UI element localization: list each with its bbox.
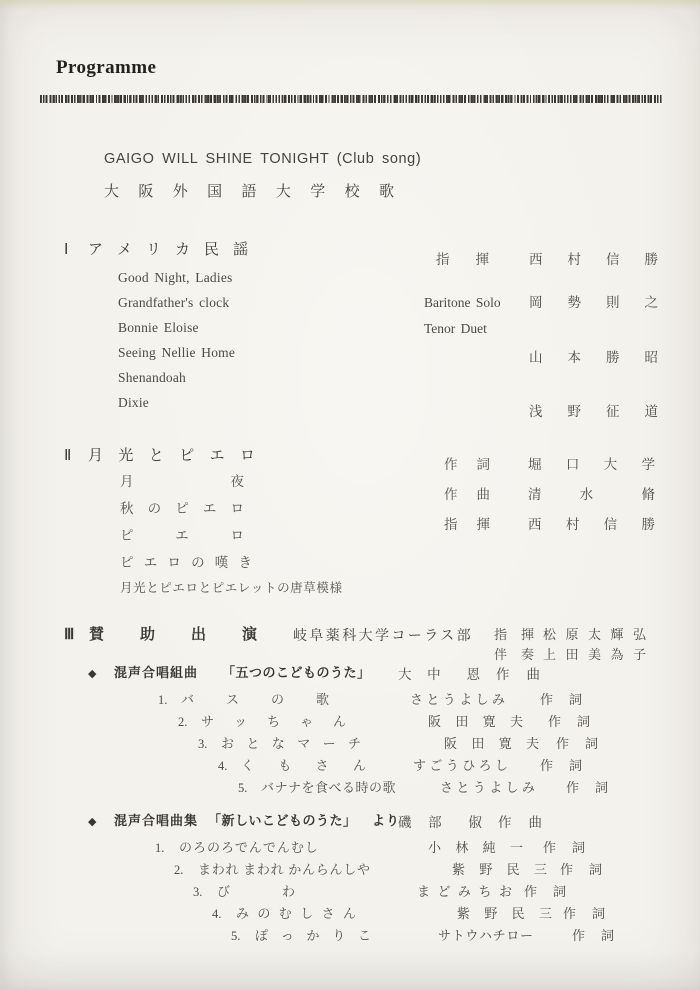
lyricist-name: 阪 田 寛 夫: [444, 736, 539, 751]
lyricist-name: さとうよしみ: [410, 692, 505, 707]
song-title: く も さ ん: [241, 758, 366, 773]
song-number: 5.: [238, 781, 248, 795]
song-title: ピ エ ロ: [120, 528, 244, 543]
baritone-solo-label: Baritone Solo: [424, 295, 501, 310]
song-title: び わ: [217, 884, 295, 899]
composer-role: 作 曲: [444, 487, 490, 502]
lyricist-credit: 作 詞: [543, 840, 585, 855]
lyricist-name: まどみちお: [417, 884, 512, 899]
lyricist-credit: 作 詞: [560, 862, 602, 877]
lyricist-credit: 作 詞: [572, 928, 614, 943]
section1-conductor-role: 指 揮: [436, 252, 489, 267]
tenor-duet-name-1: 山 本 勝 昭: [529, 349, 658, 365]
song-title: のろのろでんでんむし: [179, 840, 319, 855]
song-title: Seeing Nellie Home: [118, 345, 236, 360]
section2-title: 月 光 と ピ エ ロ: [88, 448, 255, 464]
school-song-line: 大 阪 外 国 語 大 学 校 歌: [104, 184, 394, 200]
lyricist-name: さとうよしみ: [440, 780, 535, 795]
lyricist-credit: 作 詞: [566, 780, 608, 795]
accompanist-name: 上 田 美 為 子: [543, 647, 646, 662]
section1-conductor-name: 西 村 信 勝: [529, 252, 658, 267]
page-title: Programme: [56, 57, 157, 78]
suite1-composer-credit: 作 曲: [496, 667, 540, 682]
suite1-composer: 大 中 恩: [398, 667, 480, 682]
suite2-title-suffix: より: [372, 813, 401, 828]
song-title: 秋 の ピ エ ロ: [120, 501, 244, 516]
song-number: 3.: [193, 885, 203, 899]
lyricist-name: サトウハチロー: [438, 928, 533, 943]
suite2-title: 「新しいこどものうた」: [208, 813, 357, 828]
lyricist-name: 小 林 純 一: [428, 840, 523, 855]
lyricist-credit: 作 詞: [563, 906, 605, 921]
lyricist-credit: 作 詞: [524, 884, 566, 899]
suite2-genre: 混声合唱曲集: [114, 813, 199, 828]
song-number: 4.: [212, 907, 222, 921]
song-title: Bonnie Eloise: [118, 320, 199, 335]
conductor-name: 西 村 信 勝: [528, 517, 655, 532]
lyricist-name: 紫 野 民 三: [452, 862, 547, 877]
lyricist-credit: 作 詞: [548, 714, 590, 729]
lyricist-credit: 作 詞: [556, 736, 598, 751]
baritone-solo-name: 岡 勢 則 之: [529, 295, 658, 310]
tenor-duet-names: [529, 312, 658, 456]
song-title: 月 夜: [120, 474, 244, 489]
song-title: バナナを食べる時の歌: [261, 780, 397, 795]
lyricist-name: 堀 口 大 学: [528, 457, 655, 472]
section1-numeral: Ⅰ: [64, 242, 69, 258]
song-title: Dixie: [118, 395, 149, 410]
song-title: まわれ まわれ かんらんしや: [198, 862, 370, 877]
song-title: バ ス の 歌: [181, 692, 329, 707]
guest-conductor-name: 松 原 太 輝 弘: [543, 627, 646, 642]
song-number: 2.: [178, 715, 188, 729]
song-title: ピ エ ロ の 嘆 き: [120, 555, 252, 570]
song-number: 2.: [174, 863, 184, 877]
section3-numeral: Ⅲ: [64, 627, 75, 643]
club-song-line: GAIGO WILL SHINE TONIGHT (Club song): [104, 151, 422, 167]
suite1-title: 「五つのこどものうた」: [222, 665, 371, 680]
suite2-composer: 磯 部 俶: [398, 815, 482, 830]
song-number: 4.: [218, 759, 228, 773]
lyricist-role: 作 詞: [444, 457, 490, 472]
tenor-duet-name-2: 浅 野 征 道: [529, 403, 658, 419]
section2-numeral: Ⅱ: [64, 448, 72, 464]
lyricist-credit: 作 詞: [540, 692, 582, 707]
suite2-composer-credit: 作 曲: [498, 815, 542, 830]
composer-name: 清 水 脩: [528, 487, 655, 502]
guest-choir-name: 岐阜薬科大学コーラス部: [293, 629, 473, 644]
song-title: み の む し さ ん: [236, 906, 356, 921]
suite1-genre: 混声合唱組曲: [114, 665, 199, 680]
lyricist-credit: 作 詞: [540, 758, 582, 773]
lyricist-name: 阪 田 寛 夫: [428, 714, 523, 729]
section1-title: ア メ リ カ 民 謡: [88, 242, 248, 258]
song-title: お と な マ ー チ: [221, 736, 361, 751]
song-title: 月光とピエロとピエレットの唐草模様: [120, 581, 343, 595]
section3-title: 賛 助 出 演: [89, 627, 257, 643]
lyricist-name: 紫 野 民 三: [457, 906, 552, 921]
song-title: Shenandoah: [118, 370, 186, 385]
song-number: 5.: [231, 929, 241, 943]
song-title: Good Night, Ladies: [118, 270, 233, 285]
decorative-barcode-rule: [40, 95, 662, 103]
accompanist-role: 伴 奏: [494, 647, 534, 662]
conductor-role: 指 揮: [444, 517, 490, 532]
guest-conductor-role: 指 揮: [494, 627, 534, 642]
diamond-bullet-icon: ◆: [88, 816, 97, 828]
lyricist-name: すごうひろし: [413, 758, 508, 773]
diamond-bullet-icon: ◆: [88, 668, 97, 680]
song-title: Grandfather's clock: [118, 295, 230, 310]
tenor-duet-label: Tenor Duet: [424, 321, 487, 336]
song-title: サ ッ ち ゃ ん: [201, 714, 346, 729]
song-number: 3.: [198, 737, 208, 751]
song-title: ぽ っ か り こ: [255, 928, 371, 943]
song-number: 1.: [155, 841, 165, 855]
song-number: 1.: [158, 693, 168, 707]
